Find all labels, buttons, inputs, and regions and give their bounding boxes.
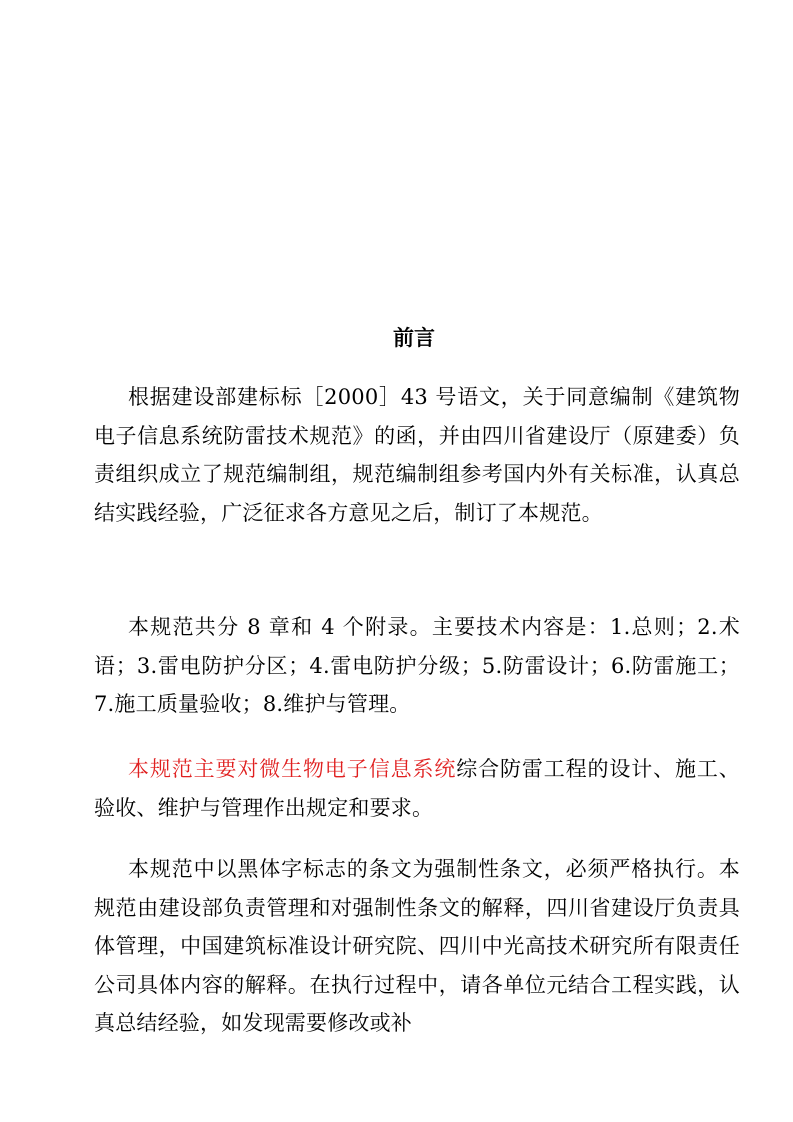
paragraph-scope	[94, 750, 740, 827]
highlighted-text: 本规范主要对微生物电子信息系统	[128, 757, 457, 781]
paragraph-mandatory-clauses: 本规范中以黑体字标志的条文为强制性条文，必须严格执行。本规范由建设部负责管理和对强制性条文的解释，四川省建设厅负责具体管理，中国建筑标准设计研究院、四川中光高技术研究所有限责任公司具体内容的解释。在执行过程中，请各单位元结合工程实践，认真总结经验，如发现需要修改或补	[94, 857, 740, 1035]
paragraph-contents: 本规范共分 8 章和 4 个附录。主要技术内容是：1.总则；2.术语；3.雷电防护分区；4.雷电防护分级；5.防雷设计；6.防雷施工；7.施工质量验收；8.维护与管理。	[94, 615, 740, 716]
scope-text: 综合防雷工程的设计、施工、验收、维护与管理作出规定和要求。	[94, 757, 740, 820]
page-title: 前言	[393, 326, 435, 350]
paragraph-background: 根据建设部建标标［2000］43 号语文，关于同意编制《建筑物电子信息系统防雷技术规范》的函，并由四川省建设厅（原建委）负责组织成立了规范编制组，规范编制组参考国内外有关标准，认真总结实践经验，广泛征求各方意见之后，制订了本规范。	[94, 385, 740, 525]
